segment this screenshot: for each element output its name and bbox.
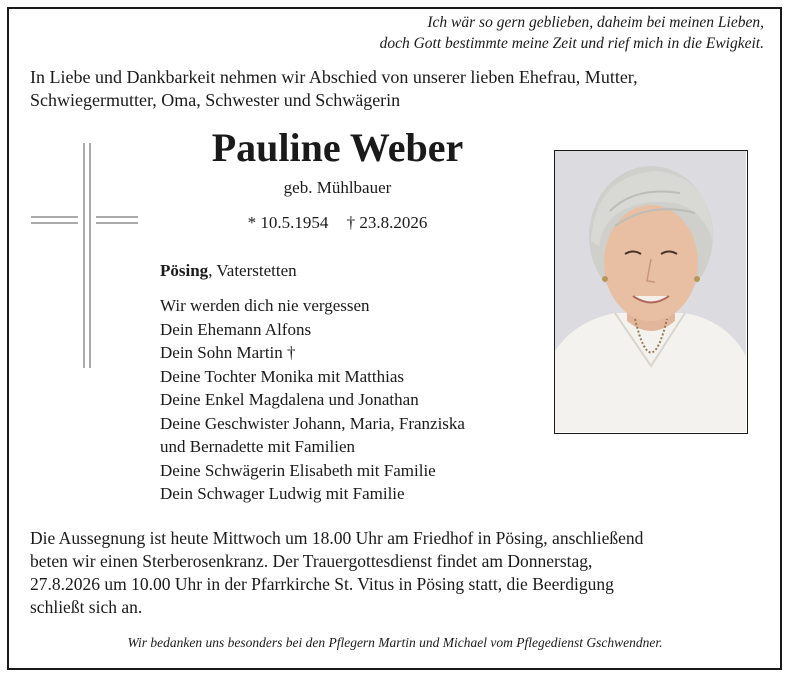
service-line-1: Die Aussegnung ist heute Mittwoch um 18.00 Uhr am Friedhof in Pösing, anschließend — [30, 528, 644, 548]
location-rest: , Vaterstetten — [208, 261, 297, 280]
motto-verse — [380, 12, 764, 54]
intro-line-1: In Liebe und Dankbarkeit nehmen wir Abschied von unserer lieben Ehefrau, Mutter, — [30, 67, 638, 87]
mourner-line: Dein Schwager Ludwig mit Familie — [160, 484, 405, 503]
deceased-name: Pauline Weber — [211, 125, 464, 170]
mourner-line: Deine Schwägerin Elisabeth mit Familie — [160, 460, 436, 480]
service-line-2: beten wir einen Sterberosenkranz. Der Trauergottesdienst findet am Donnerstag, — [30, 551, 593, 571]
cross-icon — [28, 140, 148, 370]
service-line-4: schließt sich an. — [30, 597, 143, 617]
intro-text — [30, 66, 750, 112]
life-dates — [165, 212, 510, 234]
mourner-line: Wir werden dich nie vergessen — [160, 296, 370, 315]
mourner-line: Deine Tochter Monika mit Matthias — [160, 366, 405, 386]
location — [160, 260, 297, 282]
mourner-line: Deine Geschwister Johann, Maria, Franziska — [160, 413, 465, 433]
service-line-3: 27.8.2026 um 10.00 Uhr in der Pfarrkirche St. Vitus in Pösing statt, die Beerdigung — [30, 574, 614, 594]
intro-line-2: Schwiegermutter, Oma, Schwester und Schwägerin — [30, 90, 401, 110]
mourner-line: und Bernadette mit Familien — [160, 437, 355, 456]
death-date: † 23.8.2026 — [346, 213, 428, 232]
motto-line-2: doch Gott bestimmte meine Zeit und rief mich in die Ewigkeit. — [379, 35, 764, 52]
mourner-line: Dein Ehemann Alfons — [160, 319, 312, 339]
location-place: Pösing — [160, 261, 209, 280]
mourner-line: Deine Enkel Magdalena und Jonathan — [160, 390, 419, 409]
mourners-list — [160, 294, 550, 506]
birth-name: geb. Mühlbauer — [283, 178, 392, 197]
birth-date: * 10.5.1954 — [247, 213, 329, 232]
portrait-photo — [554, 150, 748, 434]
motto-line-1: Ich wär so gern geblieben, daheim bei meinen Lieben, — [427, 14, 764, 31]
mourner-line: Dein Sohn Martin † — [160, 343, 296, 362]
thanks-note: Wir bedanken uns besonders bei den Pflegern Martin und Michael vom Pflegedienst Gschwendner. — [127, 635, 663, 650]
service-details — [30, 527, 755, 619]
